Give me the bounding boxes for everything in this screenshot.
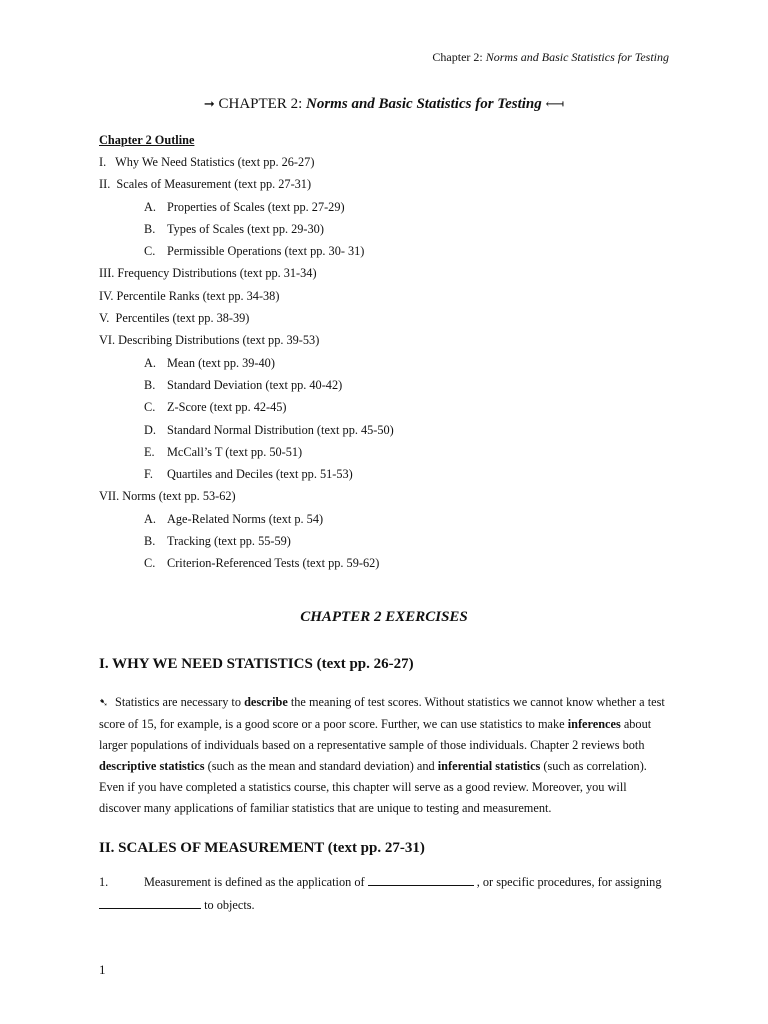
outline-subitem-letter: F.	[144, 467, 153, 482]
fill-in-blank[interactable]	[368, 873, 474, 886]
running-head-title: Norms and Basic Statistics for Testing	[485, 50, 669, 64]
pointing-hand-icon: ➷	[99, 697, 109, 709]
para-text: Statistics are necessary to	[115, 695, 245, 709]
outline-item-text: IV. Percentile Ranks (text pp. 34-38)	[99, 288, 280, 303]
fill-in-blank[interactable]	[99, 896, 201, 909]
outline-item-text: I. Why We Need Statistics (text pp. 26-27)	[99, 155, 315, 169]
outline-item-text: III. Frequency Distributions (text pp. 31-34)	[99, 266, 317, 281]
para-bold-term: describe	[244, 695, 288, 709]
outline-item	[99, 262, 699, 284]
outline-subitem-letter: B.	[144, 221, 156, 236]
outline-subitem-letter: E.	[144, 444, 155, 459]
outline-subitem	[99, 441, 699, 463]
outline-subitem	[99, 463, 699, 485]
running-head-prefix: Chapter 2:	[432, 50, 483, 64]
right-arrow-icon: ➞	[203, 96, 215, 111]
outline-item-text: Permissible Operations (text pp. 30- 31)	[167, 244, 365, 259]
outline-subitem	[99, 508, 699, 530]
outline-heading: Chapter 2 Outline	[99, 133, 195, 147]
outline-item	[99, 285, 699, 307]
section-heading-why-statistics: I. WHY WE NEED STATISTICS (text pp. 26-27)	[99, 656, 414, 672]
outline-subitem	[99, 196, 699, 218]
question-text: Measurement is defined as the application of	[144, 875, 368, 889]
outline-item-text: Standard Normal Distribution (text pp. 45-50)	[167, 422, 394, 437]
outline-item-text: Standard Deviation (text pp. 40-42)	[167, 377, 343, 392]
outline-subitem	[99, 530, 699, 552]
outline-item-text: V. Percentiles (text pp. 38-39)	[99, 311, 250, 326]
outline-subitem	[99, 218, 699, 240]
outline-list	[99, 151, 699, 575]
para-bold-term: descriptive statistics	[99, 759, 205, 773]
outline-subitem	[99, 352, 699, 374]
page-number: 1	[99, 962, 106, 977]
left-arrow-icon: ⟻	[545, 96, 565, 111]
outline-subitem-letter: D.	[144, 422, 156, 437]
exercises-title: CHAPTER 2 EXERCISES	[300, 609, 468, 625]
outline-subitem-letter: A.	[144, 355, 156, 370]
outline-item	[99, 173, 699, 195]
para-text: the meaning of test scores. Without statistics we cannot know whether a test score of 15, for example, is a good score or a poor score. Further, we can use statistics to make	[99, 695, 665, 731]
outline-item-text: VI. Describing Distributions (text pp. 39-53)	[99, 333, 320, 348]
outline-subitem-letter: C.	[144, 556, 156, 571]
outline-item	[99, 307, 699, 329]
para-bold-term: inferential statistics	[437, 759, 541, 773]
outline-subitem-letter: A.	[144, 511, 156, 526]
outline-item-text: Quartiles and Deciles (text pp. 51-53)	[167, 467, 353, 482]
outline-item	[99, 151, 699, 173]
para-text: (such as the mean and standard deviation) and	[204, 759, 438, 773]
outline-item-text: Age-Related Norms (text p. 54)	[167, 511, 324, 526]
question-text: , or specific procedures, for assigning	[473, 875, 662, 889]
section1-paragraph	[99, 692, 671, 819]
para-text: (such as correlation). Even if you have completed a statistics course, this chapter will serve as a good review. Moreover, you will discover many applications of familiar statistics that are unique to testing and measurement.	[99, 759, 647, 815]
outline-item-text: VII. Norms (text pp. 53-62)	[99, 489, 236, 504]
para-bold-term: inferences	[567, 717, 621, 731]
outline-item-text: Mean (text pp. 39-40)	[167, 355, 275, 370]
outline-item	[99, 329, 699, 351]
outline-subitem-letter: C.	[144, 244, 156, 259]
outline-subitem-letter: C.	[144, 400, 156, 415]
chapter-title-text: Norms and Basic Statistics for Testing	[306, 96, 542, 112]
outline-subitem-letter: B.	[144, 377, 156, 392]
outline-item-text: Tracking (text pp. 55-59)	[167, 534, 291, 549]
outline-subitem	[99, 240, 699, 262]
outline-item-text: Z-Score (text pp. 42-45)	[167, 400, 287, 415]
chapter-title	[0, 96, 768, 113]
para-text: about larger populations of individuals based on a representative sample of those individuals. Chapter 2 reviews both	[99, 717, 652, 752]
outline-item	[99, 485, 699, 507]
outline-subitem-letter: A.	[144, 199, 156, 214]
chapter-outline	[99, 131, 699, 575]
outline-subitem	[99, 552, 699, 574]
outline-subitem	[99, 374, 699, 396]
outline-item-text: II. Scales of Measurement (text pp. 27-31)	[99, 177, 312, 192]
outline-item-text: McCall’s T (text pp. 50-51)	[167, 444, 303, 459]
question-number: 1.	[99, 875, 109, 889]
outline-subitem	[99, 396, 699, 418]
chapter-title-prefix: CHAPTER 2:	[218, 96, 303, 112]
question-1	[99, 871, 671, 917]
running-head	[432, 50, 669, 65]
outline-item-text: Criterion-Referenced Tests (text pp. 59-62)	[167, 556, 380, 571]
section-heading-scales-of-measurement: II. SCALES OF MEASUREMENT (text pp. 27-31)	[99, 840, 425, 856]
outline-subitem-letter: B.	[144, 534, 156, 549]
outline-item-text: Types of Scales (text pp. 29-30)	[167, 221, 324, 236]
outline-subitem	[99, 419, 699, 441]
question-text: to objects.	[201, 898, 255, 912]
outline-item-text: Properties of Scales (text pp. 27-29)	[167, 199, 345, 214]
